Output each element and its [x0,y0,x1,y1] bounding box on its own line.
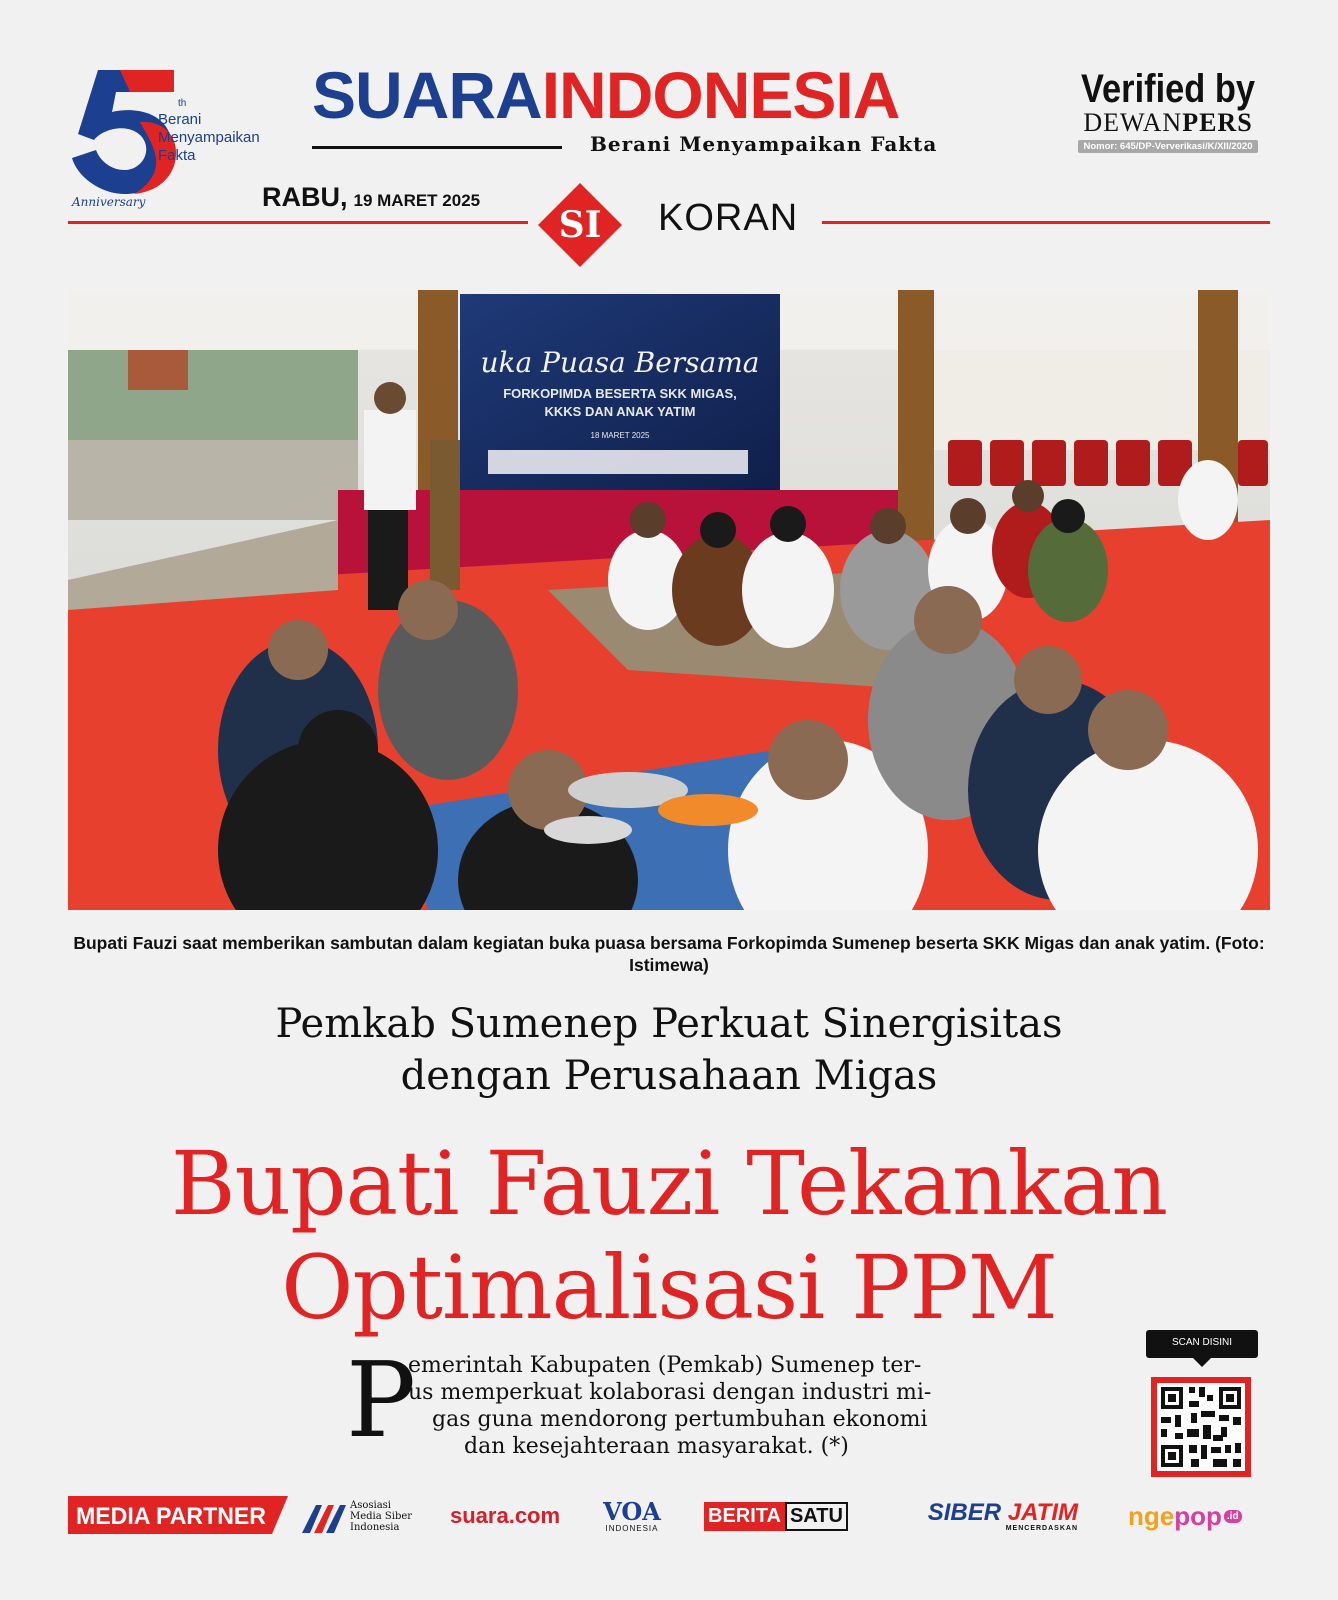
anniv-line2: Menyampaikan [158,129,260,146]
anniv-line3: Fakta [158,147,196,164]
qr-code-icon[interactable] [1151,1377,1251,1477]
subhead-line1: Pemkab Sumenep Perkuat Sinergisitas [275,1001,1063,1047]
headline-line2: Optimalisasi PPM [281,1236,1057,1339]
anniversary-logo [70,62,290,212]
headline-line1: Bupati Fauzi Tekankan [170,1132,1168,1235]
subhead-line2: dengan Perusahaan Migas [400,1053,938,1099]
section-label: KORAN [658,197,799,239]
banner-line3: KKKS DAN ANAK YATIM [544,404,696,419]
partner-voa[interactable]: VOA INDONESIA [603,1496,661,1533]
scan-arrow-icon [1192,1357,1212,1367]
date-full: 19 MARET 2025 [353,191,481,210]
verification-number: Nomor: 645/DP-Ververikasi/K/XII/2020 [1078,140,1259,153]
svg-text:SI: SI [558,204,602,246]
brand-underline [312,146,562,149]
body-line: dan kesejahteraan masyarakat. (*) [464,1434,849,1459]
brand-part1: SUARA [312,58,542,132]
anniv-suffix: th [178,98,187,109]
header-rule-right [822,221,1270,224]
body-line: gas guna mendorong pertumbuhan ekonomi [432,1407,928,1432]
anniv-script: Anniversary [72,195,146,209]
verified-by-text: Verified by [1081,67,1255,111]
section-badge [538,183,622,267]
partner-suara[interactable]: suara.com [450,1503,561,1528]
anniv-line1: Berani [158,111,202,128]
partner-siberjatim[interactable]: SIBER JATIM MENCERDASKAN [927,1498,1078,1532]
dateline [262,182,480,213]
partner-amsi[interactable]: Asosiasi Media Siber Indonesia [302,1494,422,1538]
header-rule-left [68,221,528,224]
media-partner-list [300,1494,1268,1538]
dropcap: P [346,1339,416,1461]
headline [40,1132,1298,1340]
dewan-pers-text: DEWANPERS [1083,108,1253,137]
body-line: emerintah Kabupaten (Pemkab) Sumenep ter- [408,1353,922,1378]
media-partner-label [68,1496,288,1534]
subheadline [60,998,1278,1102]
partner-beritasatu[interactable]: BERITA SATU [704,1494,854,1538]
photo-caption: Bupati Fauzi saat memberikan sambutan dalam kegiatan buka puasa bersama Forkopimda Sumenep beserta SKK Migas dan anak yatim. (Foto: Istimewa) [73,933,1265,975]
brand-wordmark [312,60,1032,130]
banner-date: 18 MARET 2025 [590,431,650,440]
scan-label: SCAN DISINI [1146,1330,1258,1358]
amsi-icon [302,1499,346,1533]
partner-ngepop[interactable]: nge pop .id [1128,1494,1264,1538]
svg-text:MEDIA PARTNER: MEDIA PARTNER [76,1503,266,1530]
tagline: Berani Menyampaikan Fakta [590,132,938,156]
body-line: us memperkuat kolaborasi dengan industri mi- [408,1380,932,1405]
main-photo [68,290,1270,910]
date-day: RABU, [262,182,348,212]
article-body [408,1352,988,1460]
banner-line2: FORKOPIMDA BESERTA SKK MIGAS, [503,386,737,401]
brand-part2: INDONESIA [541,58,900,132]
banner-title: uka Puasa Bersama [480,346,760,379]
verified-badge [1058,68,1278,154]
